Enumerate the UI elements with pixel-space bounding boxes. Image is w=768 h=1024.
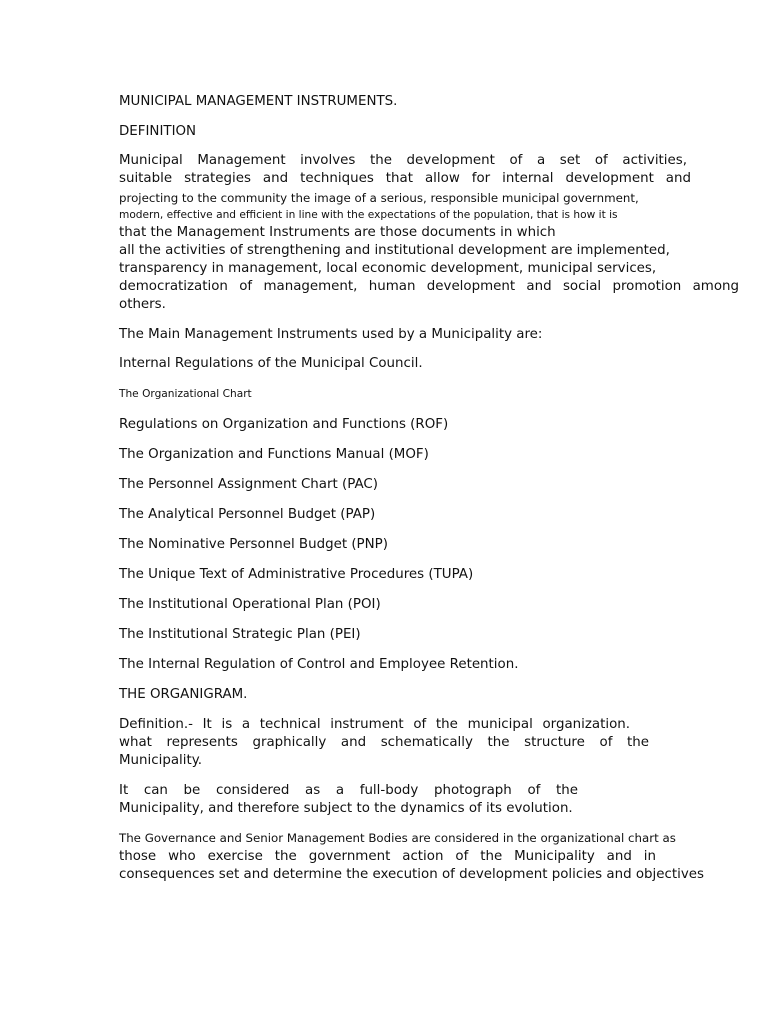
instrument-item-2: The Organizational Chart	[119, 388, 252, 400]
instrument-item-7: The Nominative Personnel Budget (PNP)	[119, 537, 388, 552]
instrument-item-1: Internal Regulations of the Municipal Council.	[119, 356, 423, 371]
intro-line-2: suitable strategies and techniques that allow for internal development and	[119, 171, 691, 186]
governance-line-2: those who exercise the government action of the Municipality and in	[119, 849, 656, 864]
intro-line-8: democratization of management, human development and social promotion among	[119, 279, 739, 294]
governance-line-1: The Governance and Senior Management Bodies are considered in the organizational chart as	[119, 831, 676, 845]
organigram-definition-line-3: Municipality.	[119, 753, 202, 768]
governance-line-3: consequences set and determine the execution of development policies and objectives	[119, 867, 704, 882]
intro-line-7: transparency in management, local economic development, municipal services,	[119, 261, 657, 276]
intro-line-5: that the Management Instruments are those documents in which	[119, 225, 556, 240]
organigram-definition-line-2: what represents graphically and schematically the structure of the	[119, 735, 649, 750]
organigram-definition-line-1: Definition.- It is a technical instrument of the municipal organization.	[119, 717, 630, 732]
intro-line-9: others.	[119, 297, 166, 312]
intro-line-4: modern, effective and efficient in line with the expectations of the population, that is how it is	[119, 209, 618, 221]
instrument-item-10: The Institutional Strategic Plan (PEI)	[119, 627, 361, 642]
instrument-item-8: The Unique Text of Administrative Procedures (TUPA)	[119, 567, 474, 582]
instrument-item-11: The Internal Regulation of Control and Employee Retention.	[119, 657, 519, 672]
intro-line-3: projecting to the community the image of a serious, responsible municipal government,	[119, 191, 639, 205]
instruments-intro: The Main Management Instruments used by a Municipality are:	[119, 327, 543, 342]
intro-line-1: Municipal Management involves the development of a set of activities,	[119, 153, 687, 168]
organigram-heading: THE ORGANIGRAM.	[119, 687, 248, 702]
intro-line-6: all the activities of strengthening and institutional development are implemented,	[119, 243, 670, 258]
instrument-item-3: Regulations on Organization and Functions (ROF)	[119, 417, 449, 432]
photograph-line-1: It can be considered as a full-body photograph of the	[119, 783, 578, 798]
instrument-item-5: The Personnel Assignment Chart (PAC)	[119, 477, 378, 492]
instrument-item-4: The Organization and Functions Manual (MOF)	[119, 447, 429, 462]
instrument-item-6: The Analytical Personnel Budget (PAP)	[119, 507, 376, 522]
instrument-item-9: The Institutional Operational Plan (POI)	[119, 597, 381, 612]
definition-heading: DEFINITION	[119, 124, 197, 139]
photograph-line-2: Municipality, and therefore subject to the dynamics of its evolution.	[119, 801, 573, 816]
document-title: MUNICIPAL MANAGEMENT INSTRUMENTS.	[119, 94, 398, 109]
